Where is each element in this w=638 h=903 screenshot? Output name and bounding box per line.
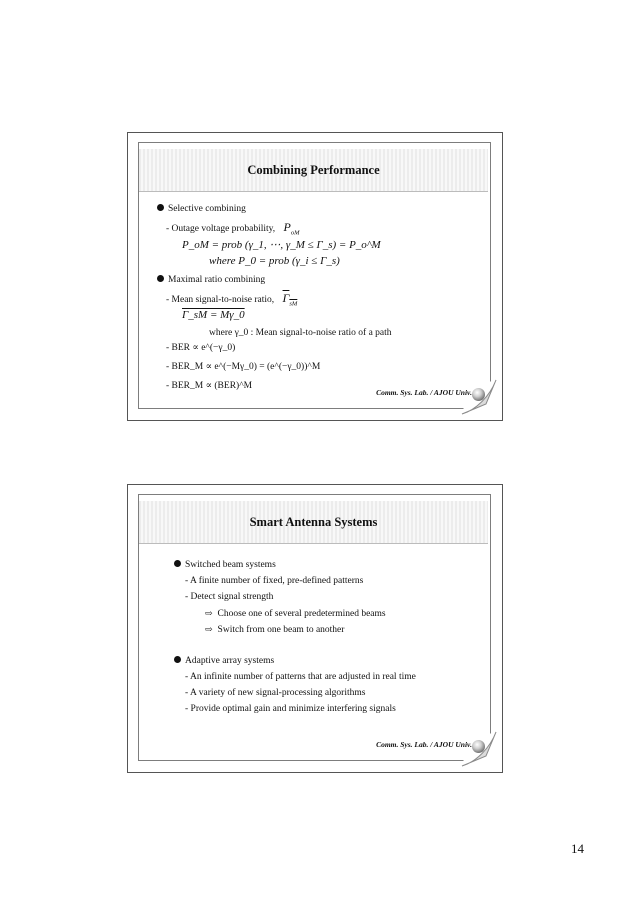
switched-line-3: ⇨ Choose one of several predetermined beams [205,608,386,619]
footer-lab: Comm. Sys. Lab. / AJOU Univ. [376,740,472,749]
equation-outage: P_oM = prob (γ_1, ⋯, γ_M ≤ Γ_s) = P_o^M [182,239,381,251]
round-knob-icon [472,388,485,401]
bullet-dot-icon [157,204,164,211]
equation-p0: where P_0 = prob (γ_i ≤ Γ_s) [209,255,340,267]
slide-frame [138,494,491,761]
round-knob-icon [472,740,485,753]
ber-line-3: - BER_M ∝ (BER)^M [166,381,253,391]
adaptive-line-1: - An infinite number of patterns that are adjusted in real time [185,672,416,682]
slide-title: Combining Performance [247,163,380,177]
bullet-dot-icon [174,656,181,663]
bullet-selective-combining: Selective combining [157,204,246,214]
adaptive-line-3: - Provide optimal gain and minimize interfering signals [185,704,396,714]
adaptive-line-2: - A variety of new signal-processing algorithms [185,688,366,698]
snr-line: - Mean signal-to-noise ratio, $\Gamma_{sM}$ [166,291,298,308]
page-number: 14 [571,841,584,856]
where-gamma0: where γ_0 : Mean signal-to-noise ratio of a path [209,328,392,338]
bullet-maximal-ratio: Maximal ratio combining [157,275,265,285]
switched-line-2: - Detect signal strength [185,592,274,602]
slide-combining-performance [127,132,503,421]
equation-gamma-sm: Γ_sM = Mγ_0 [182,309,245,321]
switched-line-4: ⇨ Switch from one beam to another [205,624,345,635]
bullet-switched-beam: Switched beam systems [174,560,276,570]
arrow-right-outline-icon: ⇨ [205,624,213,634]
pom-symbol: $P_{oM}$ [283,220,300,237]
footer-lab: Comm. Sys. Lab. / AJOU Univ. [376,388,472,397]
slide-frame [138,142,491,409]
slide-smart-antenna [127,484,503,773]
title-bar [139,501,488,544]
bullet-dot-icon [174,560,181,567]
ber-line-1: - BER ∝ e^(−γ_0) [166,343,236,353]
title-bar [139,149,488,192]
arrow-right-outline-icon: ⇨ [205,608,213,618]
bullet-dot-icon [157,275,164,282]
bullet-adaptive-array: Adaptive array systems [174,656,274,666]
switched-line-1: - A finite number of fixed, pre-defined patterns [185,576,364,586]
gamma-sm-symbol: $\Gamma_{sM}$ [282,291,298,308]
ber-line-2: - BER_M ∝ e^(−Mγ_0) = (e^(−γ_0))^M [166,362,321,372]
slide-title: Smart Antenna Systems [249,515,378,529]
outage-line: - Outage voltage probability, $P_{oM}$ [166,220,300,237]
